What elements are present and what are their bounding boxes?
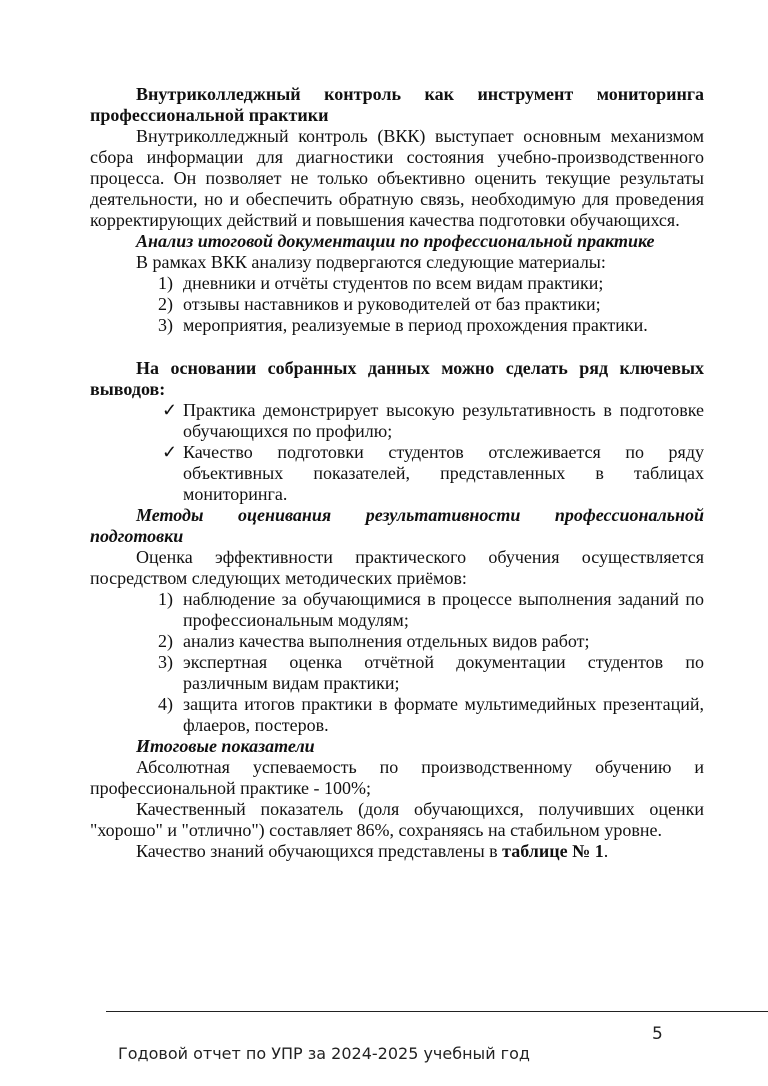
paragraph-methods-intro: Оценка эффективности практического обучения осуществляется посредством следующих методических приёмов: <box>90 547 704 588</box>
checkmark-icon: ✓ <box>162 400 178 420</box>
list-item-text: защита итогов практики в формате мультимедийных презентаций, флаеров, постеров. <box>183 694 704 735</box>
paragraph-vkk: Внутриколледжный контроль (ВКК) выступает основным механизмом сбора информации для диагностики состояния учебно-производственного процесса. Он позволяет не только объективно оценить текущие результаты деятельности, но и обеспечить обратную связь, необходимую для проведения корректирующих действий и повышения качества подготовки обучающихся. <box>90 126 704 230</box>
table-ref-text: Качество знаний обучающихся представлены в <box>136 841 503 861</box>
list-number: 1) <box>158 589 173 609</box>
paragraph-results-absolute: Абсолютная успеваемость по производственному обучению и профессиональной практике - 100%; <box>90 757 704 798</box>
list-item <box>90 694 704 736</box>
list-item-text: наблюдение за обучающимися в процессе выполнения заданий по профессиональным модулям; <box>183 589 704 630</box>
list-item <box>90 273 704 294</box>
list-item <box>90 315 704 336</box>
section-heading-results: Итоговые показатели <box>136 736 315 756</box>
section-heading-vkk: Внутриколледжный контроль как инструмент мониторинга профессиональной практики <box>90 84 704 125</box>
section-heading-analysis: Анализ итоговой документации по профессиональной практике <box>136 231 655 251</box>
numbered-list-materials <box>90 273 704 336</box>
list-item <box>90 652 704 694</box>
paragraph-analysis-intro: В рамках ВКК анализу подвергаются следующие материалы: <box>136 252 606 272</box>
list-number: 1) <box>158 273 173 293</box>
checklist-conclusions <box>90 400 704 505</box>
list-item <box>90 400 704 442</box>
footer-divider <box>106 1011 768 1012</box>
list-item-text: мероприятия, реализуемые в период прохождения практики. <box>183 315 648 335</box>
footer-text: Годовой отчет по УПР за 2024-2025 учебный год <box>118 1044 530 1063</box>
section-heading-conclusions: На основании собранных данных можно сделать ряд ключевых выводов: <box>90 358 704 399</box>
list-item <box>90 294 704 315</box>
list-item-text: Качество подготовки студентов отслеживается по ряду объективных показателей, представленных в таблицах мониторинга. <box>183 442 704 504</box>
list-item-text: Практика демонстрирует высокую результативность в подготовке обучающихся по профилю; <box>183 400 704 441</box>
list-item-text: экспертная оценка отчётной документации студентов по различным видам практики; <box>183 652 704 693</box>
list-number: 3) <box>158 315 173 335</box>
section-heading-methods: Методы оценивания результативности профессиональной подготовки <box>90 505 704 546</box>
paragraph-results-quality: Качественный показатель (доля обучающихся, получивших оценки "хорошо" и "отлично") составляет 86%, сохраняясь на стабильном уровне. <box>90 799 704 840</box>
list-item-text: дневники и отчёты студентов по всем видам практики; <box>183 273 604 293</box>
table-ref-end: . <box>603 841 609 861</box>
paragraph-results-table-ref <box>90 841 704 862</box>
page-content <box>90 84 704 862</box>
list-number: 2) <box>158 631 173 651</box>
list-item-text: отзывы наставников и руководителей от баз практики; <box>183 294 601 314</box>
list-number: 3) <box>158 652 173 672</box>
numbered-list-methods <box>90 589 704 736</box>
page-number: 5 <box>652 1024 663 1044</box>
list-item <box>90 589 704 631</box>
checkmark-icon: ✓ <box>162 442 178 462</box>
list-number: 2) <box>158 294 173 314</box>
list-item <box>90 631 704 652</box>
list-item <box>90 442 704 505</box>
list-item-text: анализ качества выполнения отдельных видов работ; <box>183 631 590 651</box>
spacer <box>90 336 704 358</box>
table-ref-link: таблице № 1 <box>502 841 604 861</box>
list-number: 4) <box>158 694 173 714</box>
